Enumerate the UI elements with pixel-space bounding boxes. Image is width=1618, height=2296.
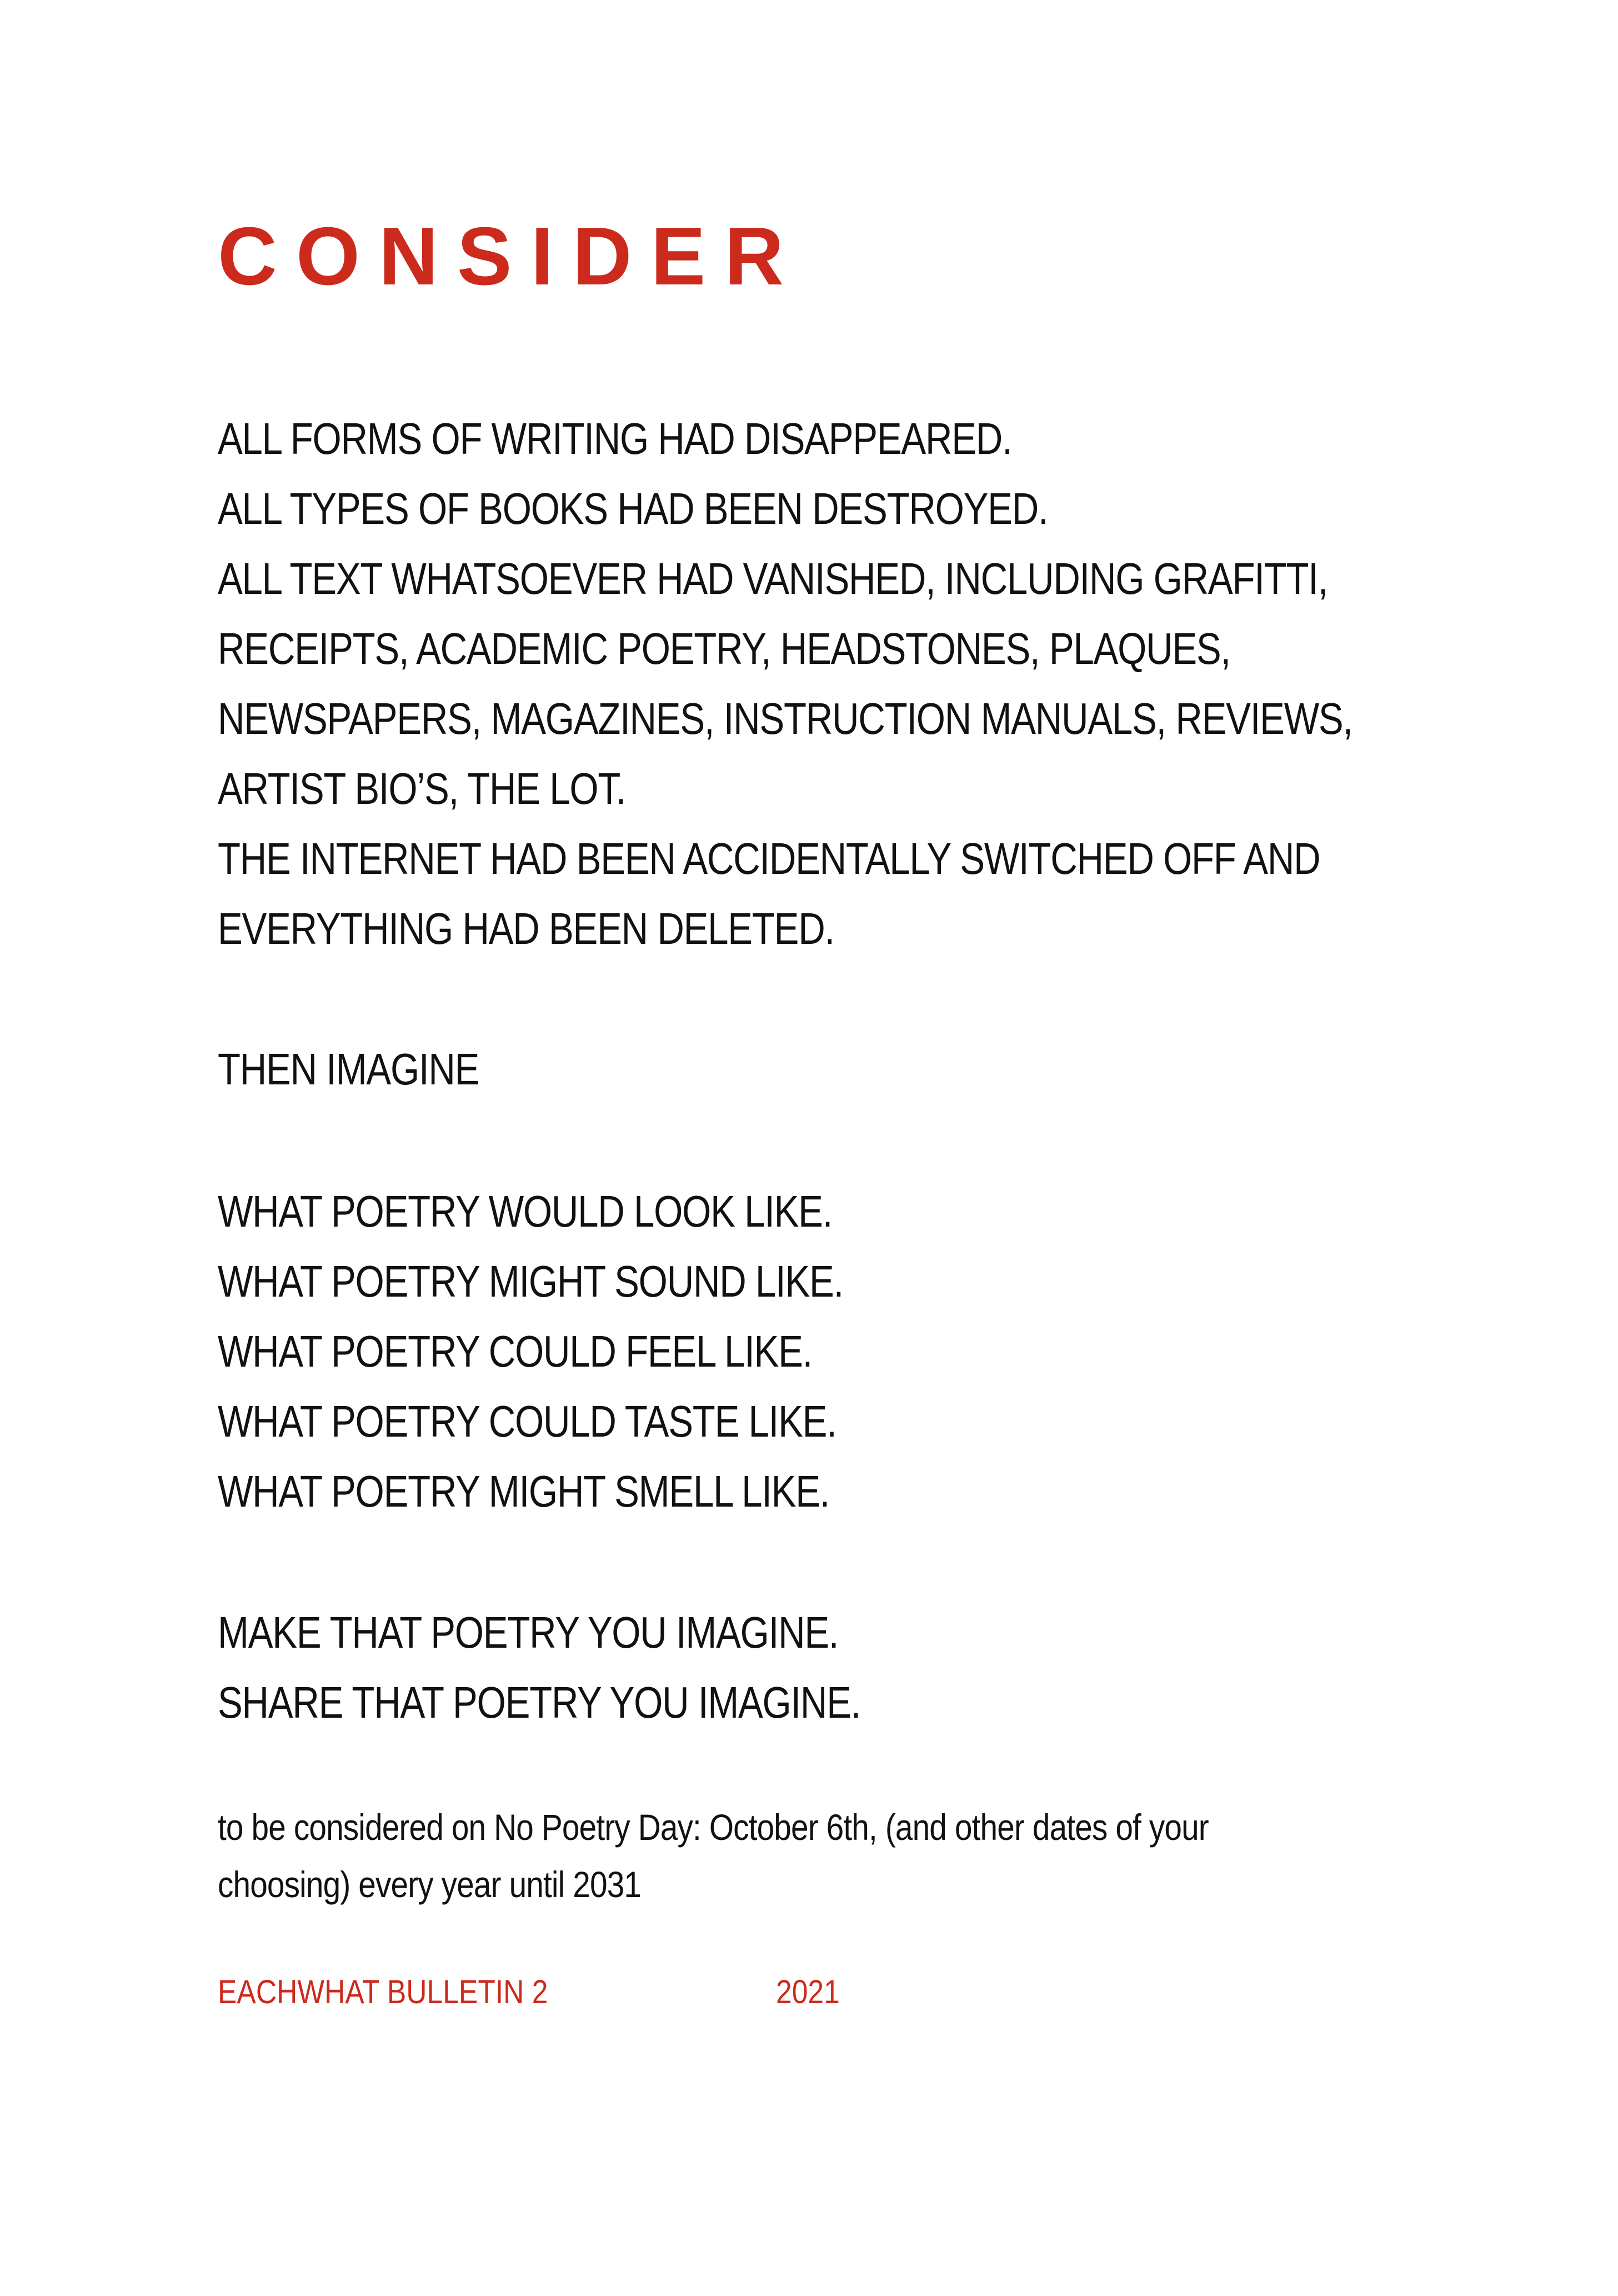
text-line: WHAT POETRY MIGHT SMELL LIKE. <box>218 1467 830 1516</box>
text-line: WHAT POETRY COULD FEEL LIKE. <box>218 1327 813 1376</box>
publication-name: EACHWHAT BULLETIN 2 <box>218 1973 548 2010</box>
text-line: THEN IMAGINE <box>218 1044 479 1094</box>
text-line: to be considered on No Poetry Day: October 6th, (and other dates of your <box>218 1807 1209 1848</box>
text-line: ALL TYPES OF BOOKS HAD BEEN DESTROYED. <box>218 484 1048 533</box>
page-title: CONSIDER <box>218 211 803 302</box>
text-line: WHAT POETRY MIGHT SOUND LIKE. <box>218 1257 843 1306</box>
text-line: RECEIPTS, ACADEMIC POETRY, HEADSTONES, PLAQUES, <box>218 624 1230 673</box>
footnote <box>218 1799 1209 1913</box>
text-line: NEWSPAPERS, MAGAZINES, INSTRUCTION MANUALS, REVIEWS, <box>218 694 1352 743</box>
call-to-action <box>218 1598 860 1738</box>
publication-year: 2021 <box>776 1973 840 2010</box>
poetry-list <box>218 1177 843 1527</box>
text-line: MAKE THAT POETRY YOU IMAGINE. <box>218 1608 839 1657</box>
text-line: ALL TEXT WHATSOEVER HAD VANISHED, INCLUDING GRAFITTI, <box>218 554 1328 603</box>
text-line: choosing) every year until 2031 <box>218 1864 642 1905</box>
text-line: EVERYTHING HAD BEEN DELETED. <box>218 904 834 953</box>
text-line: ALL FORMS OF WRITING HAD DISAPPEARED. <box>218 414 1012 463</box>
text-line: SHARE THAT POETRY YOU IMAGINE. <box>218 1678 861 1727</box>
imagine-heading <box>218 1034 479 1104</box>
text-line: WHAT POETRY COULD TASTE LIKE. <box>218 1397 836 1446</box>
text-line: WHAT POETRY WOULD LOOK LIKE. <box>218 1187 833 1236</box>
text-line: THE INTERNET HAD BEEN ACCIDENTALLY SWITCHED OFF AND <box>218 834 1320 883</box>
text-line: ARTIST BIO’S, THE LOT. <box>218 764 626 813</box>
consider-paragraph <box>218 404 1352 964</box>
